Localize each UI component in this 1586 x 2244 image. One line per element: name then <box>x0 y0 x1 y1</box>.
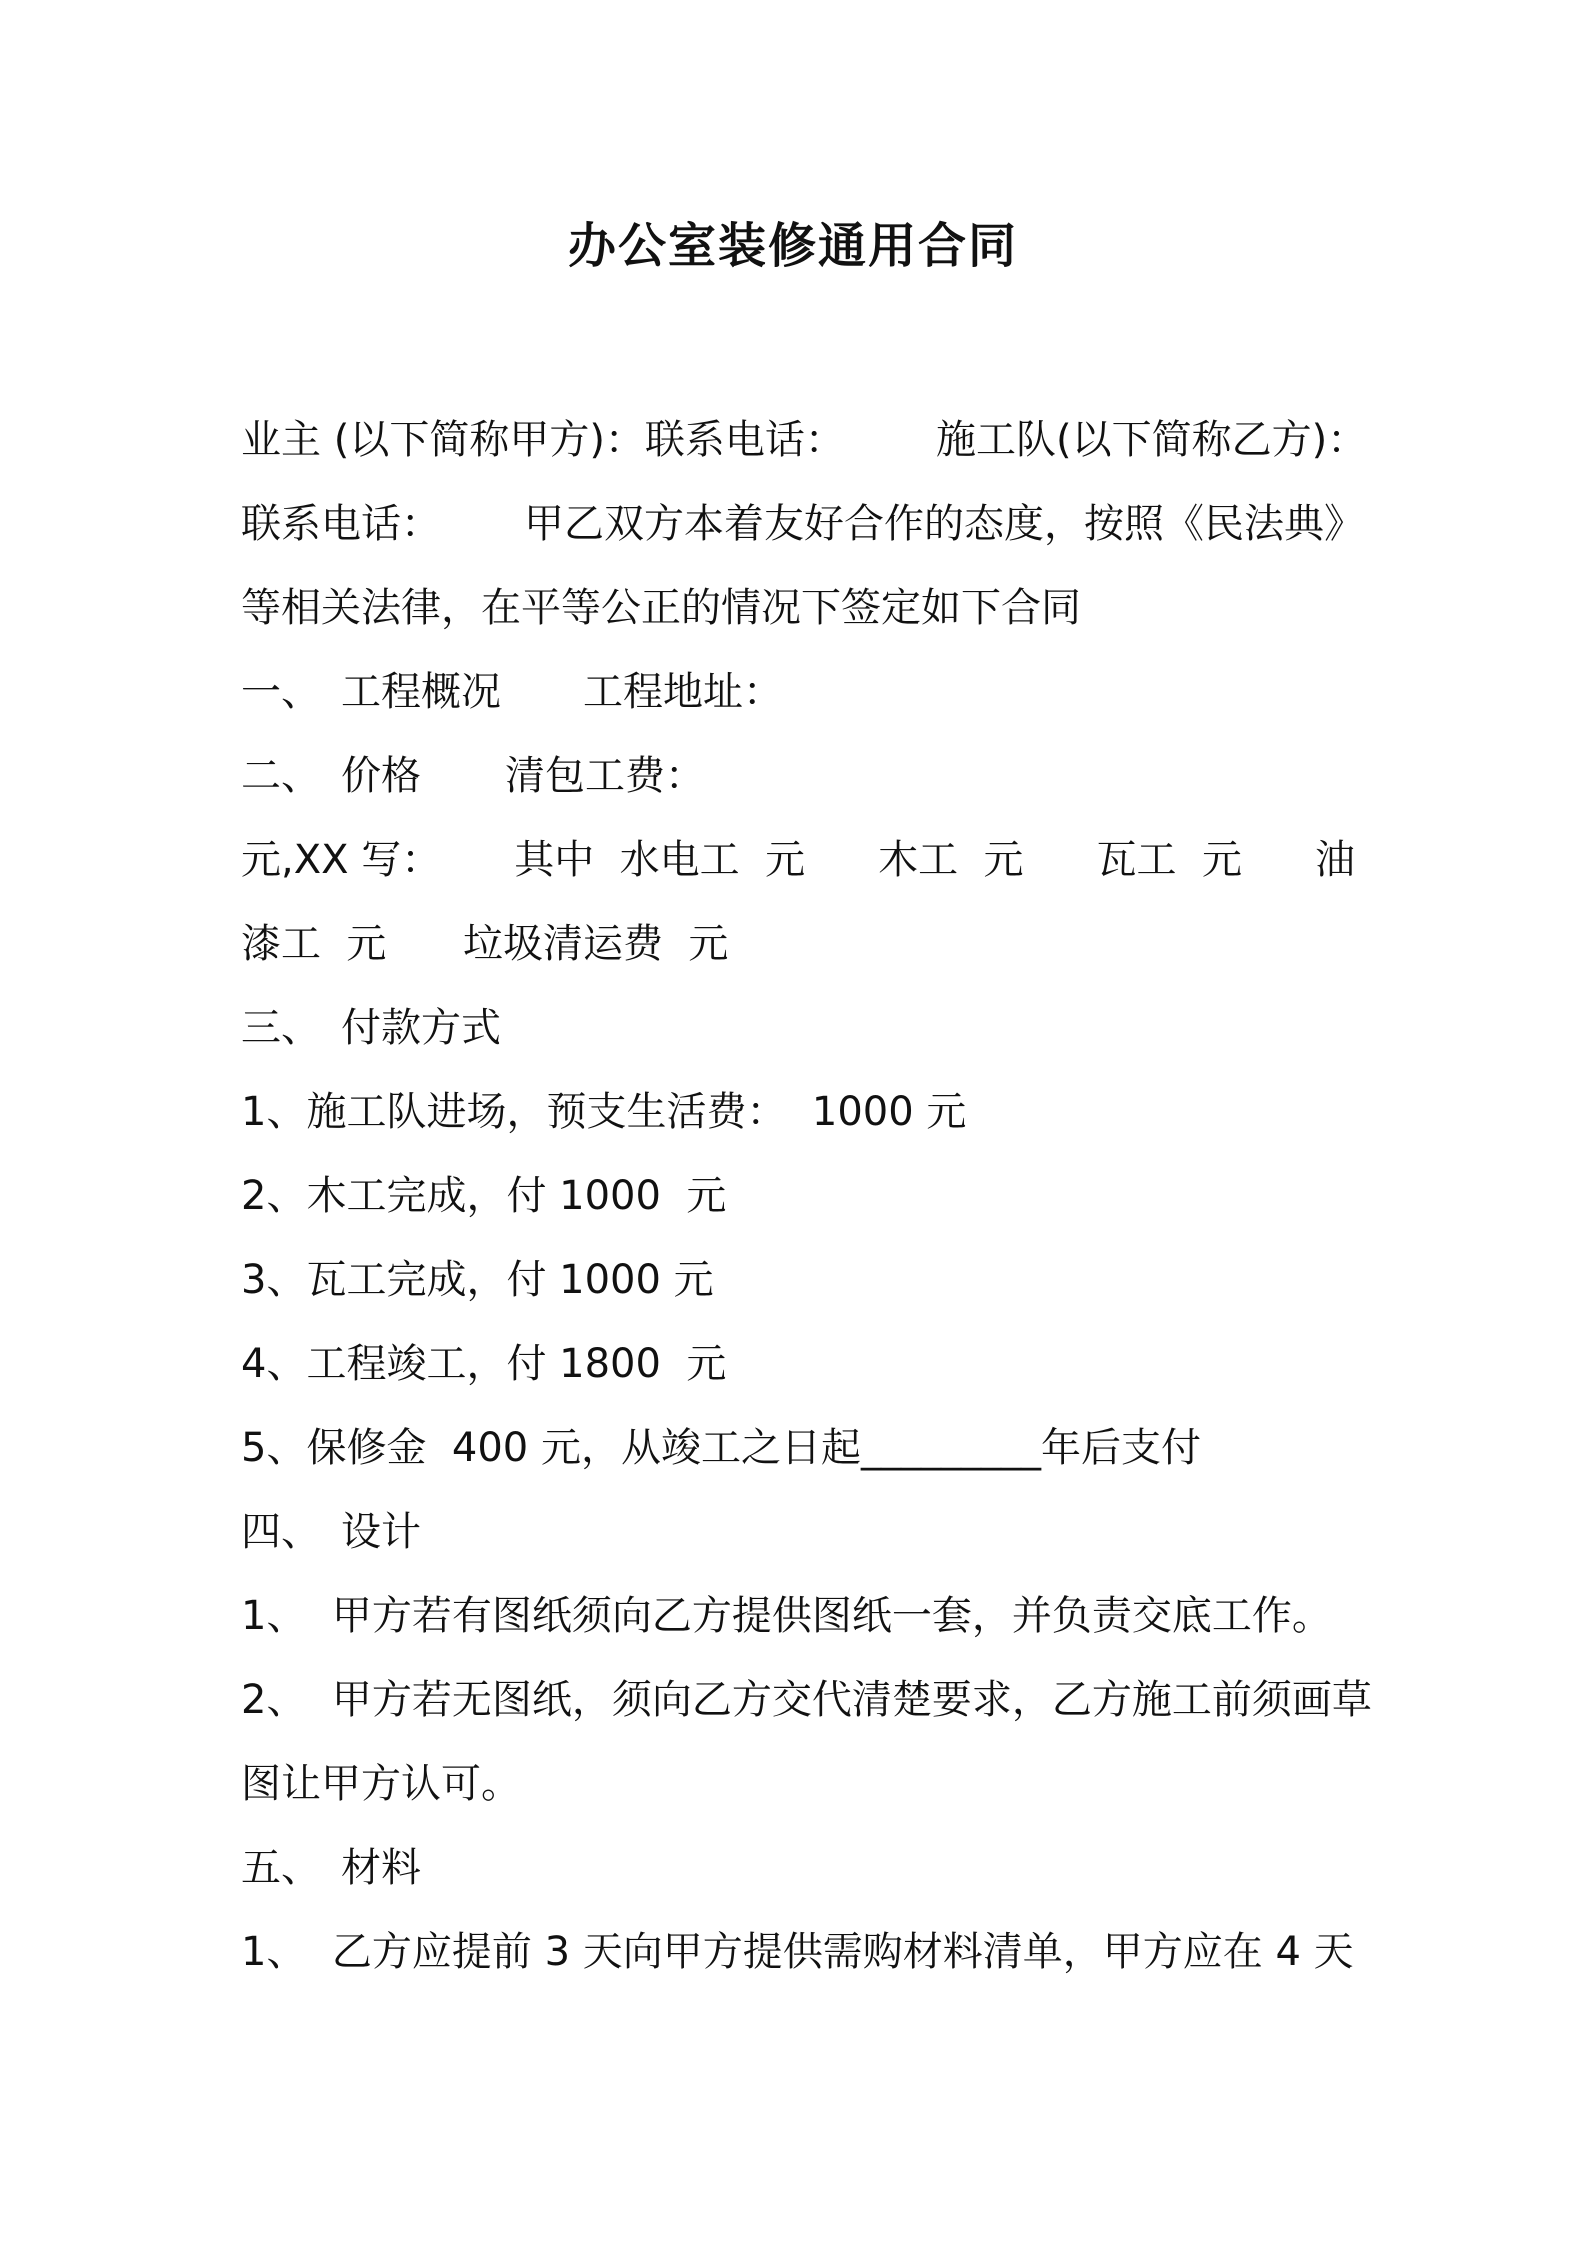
section-number: 五、 <box>241 1845 321 1891</box>
preamble-text-1: 甲乙双方本着友好合作的态度，按照《民法典》 <box>524 501 1364 547</box>
material-text: 1、 乙方应提前 3 天向甲方提供需购材料清单，甲方应在 4 天 <box>241 1929 1354 1975</box>
intro-line-1 <box>241 398 1368 482</box>
contractor-phone-label: 联系电话： <box>241 501 441 547</box>
price-item: 瓦工 元 <box>1096 837 1242 883</box>
payment-item <box>241 1322 1355 1406</box>
section-number: 三、 <box>241 1005 321 1051</box>
payment-item <box>241 1070 1355 1154</box>
document-title: 办公室装修通用合同 <box>567 218 1018 274</box>
payment-item <box>241 1406 1355 1490</box>
section-number: 四、 <box>241 1509 321 1555</box>
section-title: 材料 <box>341 1845 421 1891</box>
section-2-heading <box>241 734 1355 818</box>
design-text: 图让甲方认可。 <box>241 1761 521 1807</box>
price-line-b <box>241 902 1355 986</box>
preamble-text-2: 等相关法律，在平等公正的情况下签定如下合同 <box>241 585 1081 631</box>
design-item-2 <box>241 1658 1372 1742</box>
price-item: 油 <box>1314 837 1355 883</box>
contractor-label: 施工队(以下简称乙方)： <box>936 417 1368 463</box>
design-item-1 <box>241 1574 1355 1658</box>
section-title: 价格 <box>341 753 421 799</box>
price-item: 其中 水电工 元 <box>514 837 806 883</box>
price-item: 元,XX 写： <box>241 837 442 883</box>
section-3-heading <box>241 986 1355 1070</box>
labor-fee-label: 清包工费： <box>505 753 705 799</box>
price-line-a <box>241 818 1355 902</box>
payment-text: 1、施工队进场，预支生活费： 1000 元 <box>241 1089 967 1135</box>
owner-phone-label: 业主 (以下简称甲方)：联系电话： <box>241 417 845 463</box>
payment-item <box>241 1238 1355 1322</box>
material-item-1 <box>241 1910 1355 1994</box>
project-address-label: 工程地址： <box>583 669 783 715</box>
payment-item <box>241 1154 1355 1238</box>
design-item-2-cont <box>241 1742 1355 1826</box>
section-4-heading <box>241 1490 1355 1574</box>
document-body <box>241 398 1372 1994</box>
intro-line-3 <box>241 566 1355 650</box>
section-number: 一、 <box>241 669 321 715</box>
section-title: 工程概况 <box>341 669 501 715</box>
payment-text: 2、木工完成，付 1000 元 <box>241 1173 727 1219</box>
section-1-heading <box>241 650 1355 734</box>
payment-text: 4、工程竣工，付 1800 元 <box>241 1341 727 1387</box>
section-5-heading <box>241 1826 1355 1910</box>
price-item: 木工 元 <box>878 837 1024 883</box>
payment-text: 5、保修金 400 元，从竣工之日起_________年后支付 <box>241 1425 1201 1471</box>
design-text: 1、 甲方若有图纸须向乙方提供图纸一套，并负责交底工作。 <box>241 1593 1332 1639</box>
design-text: 2、 甲方若无图纸，须向乙方交代清楚要求，乙方施工前须画草 <box>241 1677 1372 1723</box>
price-item: 垃圾清运费 元 <box>463 921 729 967</box>
intro-line-2 <box>241 482 1364 566</box>
section-title: 付款方式 <box>341 1005 501 1051</box>
section-number: 二、 <box>241 753 321 799</box>
section-title: 设计 <box>341 1509 421 1555</box>
price-item: 漆工 元 <box>241 921 387 967</box>
payment-text: 3、瓦工完成，付 1000 元 <box>241 1257 714 1303</box>
